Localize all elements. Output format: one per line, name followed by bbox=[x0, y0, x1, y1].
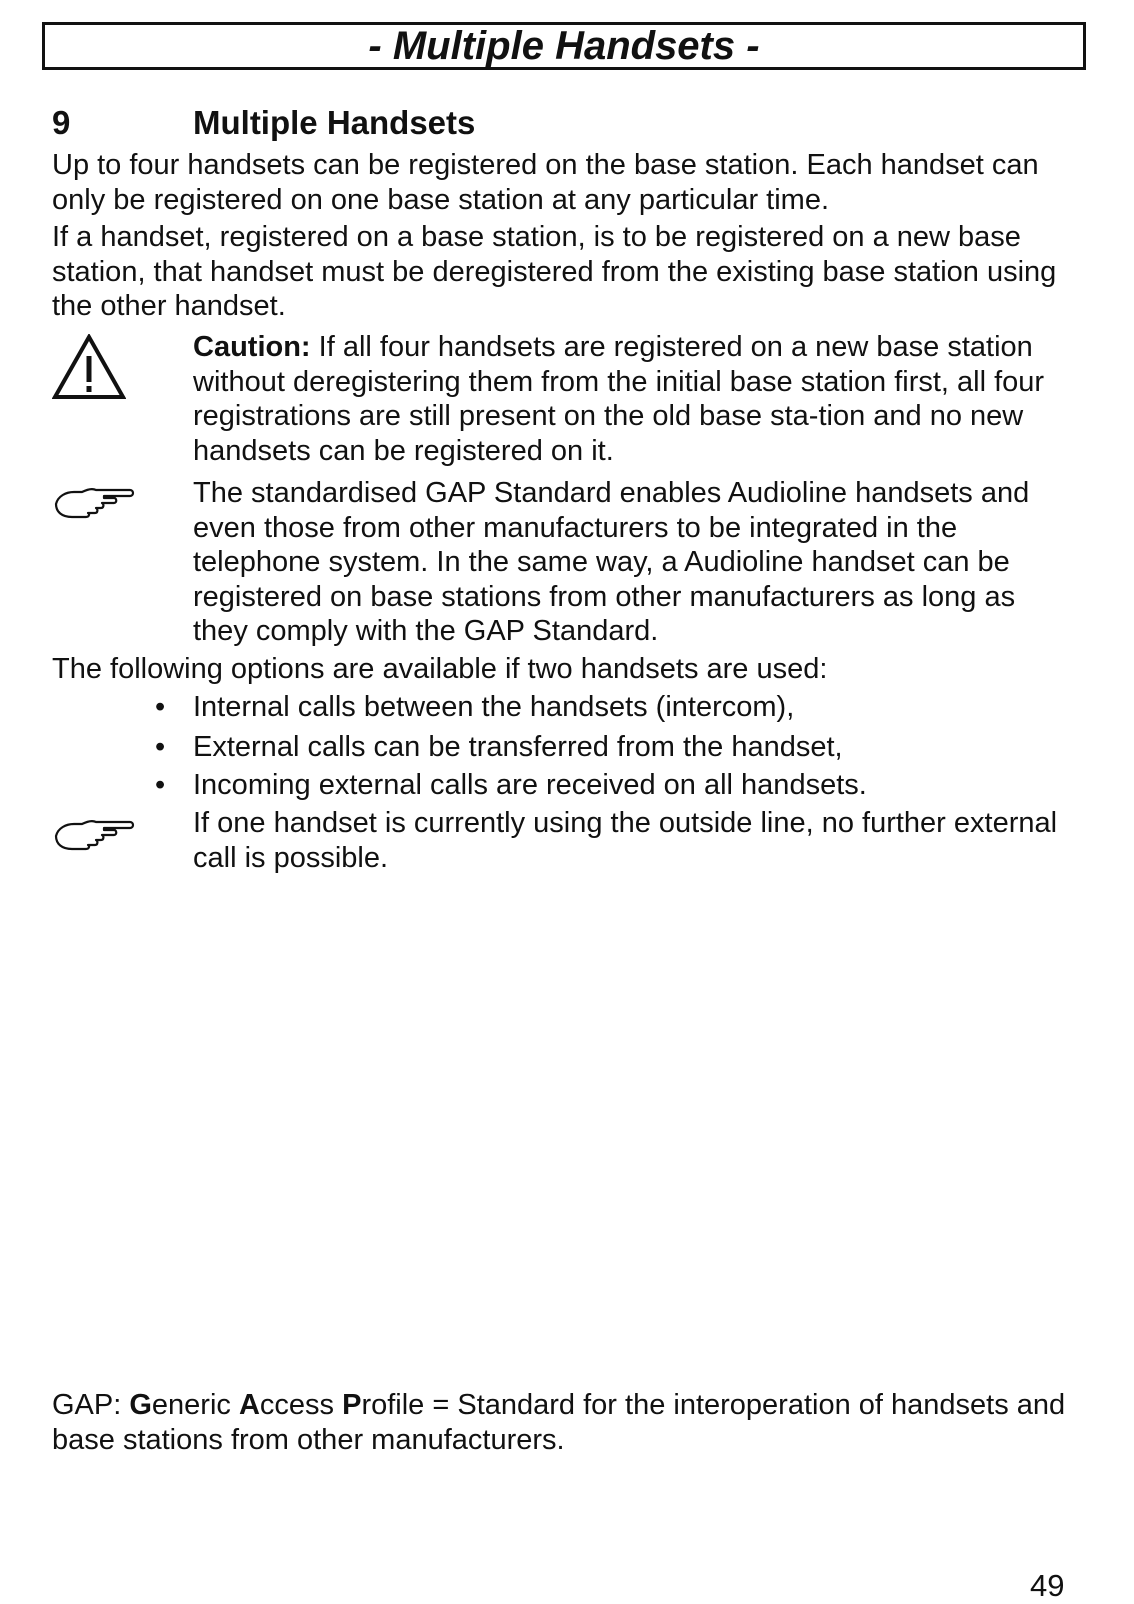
bullet: • bbox=[155, 769, 166, 801]
bullet: • bbox=[155, 691, 166, 723]
section-number: 9 bbox=[52, 104, 71, 141]
bullet: • bbox=[155, 731, 166, 763]
intro-paragraph: Up to four handsets can be registered on the base station. Each handset can only be registered on one base station at any particular time. bbox=[52, 149, 1039, 216]
pointing-hand-icon bbox=[52, 484, 136, 525]
footnote-rest: rofile = Standard for the interoperation of handsets and base stations from other manufacturers. bbox=[52, 1389, 1066, 1456]
page-number: 49 bbox=[1030, 1568, 1065, 1603]
deregistration-paragraph: If a handset, registered on a base station, is to be registered on a new base station, that handset must be deregistered from the existing base station using the other handset. bbox=[52, 221, 1057, 322]
gap-note-paragraph: The standardised GAP Standard enables Audioline handsets and even those from other manufacturers to be integrated in the telephone system. In the same way, a Audioline handset can be registered on base stations from other manufacturers as long as they comply with the GAP Standard. bbox=[193, 477, 1030, 647]
header-title: - Multiple Handsets - bbox=[368, 24, 760, 68]
gap-footnote bbox=[52, 1388, 1092, 1457]
caution-label: Caution: bbox=[193, 331, 311, 363]
list-item-text: Incoming external calls are received on all handsets. bbox=[193, 769, 867, 801]
options-intro: The following options are available if two handsets are used: bbox=[52, 653, 828, 685]
footnote-letter-p: P bbox=[342, 1389, 362, 1421]
page-header bbox=[42, 22, 1086, 70]
footnote-eneric: eneric bbox=[151, 1389, 239, 1421]
outside-line-note: If one handset is currently using the outside line, no further external call is possible. bbox=[193, 807, 1058, 874]
pointing-hand-icon bbox=[52, 816, 136, 857]
caution-paragraph bbox=[193, 330, 1073, 468]
footnote-letter-g: G bbox=[129, 1389, 152, 1421]
list-item-text: External calls can be transferred from the handset, bbox=[193, 731, 843, 763]
footnote-prefix: GAP: bbox=[52, 1389, 130, 1421]
footnote-letter-a: A bbox=[238, 1389, 260, 1421]
section-title: Multiple Handsets bbox=[193, 104, 476, 141]
list-item-text: Internal calls between the handsets (intercom), bbox=[193, 691, 795, 723]
footnote-ccess: ccess bbox=[259, 1389, 343, 1421]
warning-triangle-icon bbox=[52, 334, 126, 405]
caution-text: If all four handsets are registered on a new base station without deregistering them from the initial base station first, all four registrations are still present on the old base sta-tion and no new handsets can be registered on it. bbox=[193, 331, 1045, 467]
